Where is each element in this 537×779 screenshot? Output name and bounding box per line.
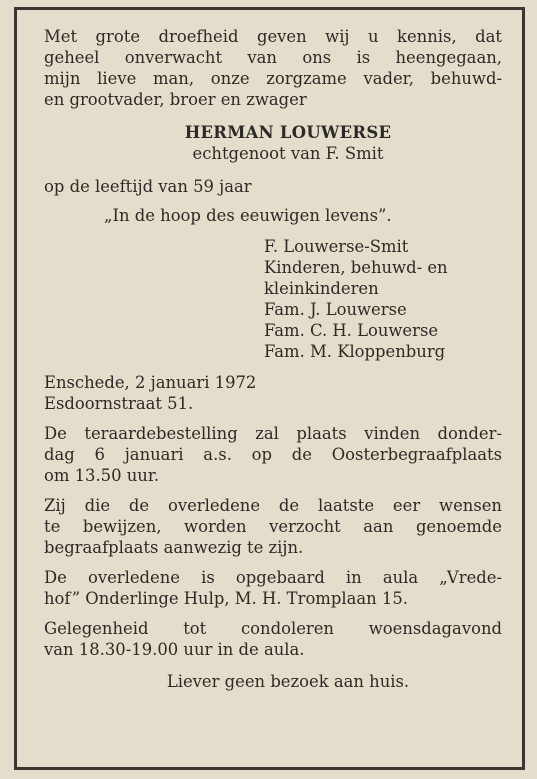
funeral-line: om 13.50 uur. (44, 466, 160, 485)
spouse-line: echtgenoot van F. Smit (192, 144, 384, 163)
signer: Fam. J. Louwerse (264, 300, 407, 319)
intro-line: geheel onverwacht van ons is heengegaan, (44, 48, 502, 67)
respects-paragraph (44, 495, 502, 558)
funeral-line: De teraardebestelling zal plaats vinden donder- (44, 424, 502, 443)
intro-line: mijn lieve man, onze zorgzame vader, behuwd- (44, 69, 502, 88)
signer: F. Louwerse-Smit (264, 237, 409, 256)
laid-out-line: hof” Onderlinge Hulp, M. H. Tromplaan 15. (44, 589, 408, 608)
intro-line: en grootvader, broer en zwager (44, 90, 307, 109)
laid-out-line: De overledene is opgebaard in aula „Vrede- (44, 568, 502, 587)
intro-line: Met grote droefheid geven wij u kennis, dat (44, 27, 502, 46)
signers-list (44, 236, 502, 362)
condolence-paragraph (44, 618, 502, 660)
obituary-announcement (44, 26, 502, 692)
place-date: Enschede, 2 januari 1972 (44, 373, 257, 392)
condolence-line: van 18.30-19.00 uur in de aula. (44, 640, 305, 659)
signer: kleinkinderen (264, 279, 379, 298)
condolence-line: Gelegenheid tot condoleren woensdagavond (44, 619, 502, 638)
signer: Fam. C. H. Louwerse (264, 321, 439, 340)
signer: Kinderen, behuwd- en (264, 258, 448, 277)
respects-line: begraafplaats aanwezig te zijn. (44, 538, 304, 557)
respects-line: te bewijzen, worden verzocht aan genoemde (44, 517, 502, 536)
intro-paragraph (44, 26, 502, 110)
laid-out-paragraph (44, 567, 502, 609)
address: Esdoornstraat 51. (44, 394, 194, 413)
funeral-paragraph (44, 423, 502, 486)
deceased-name: HERMAN LOUWERSE (184, 123, 392, 142)
closing-line: Liever geen bezoek aan huis. (166, 672, 410, 691)
signer: Fam. M. Kloppenburg (264, 342, 446, 361)
respects-line: Zij die de overledene de laatste eer wensen (44, 496, 502, 515)
motto: „In de hoop des eeuwigen levens”. (104, 206, 392, 225)
funeral-line: dag 6 januari a.s. op de Oosterbegraafplaats (44, 445, 502, 464)
age-line: op de leeftijd van 59 jaar (44, 177, 252, 196)
